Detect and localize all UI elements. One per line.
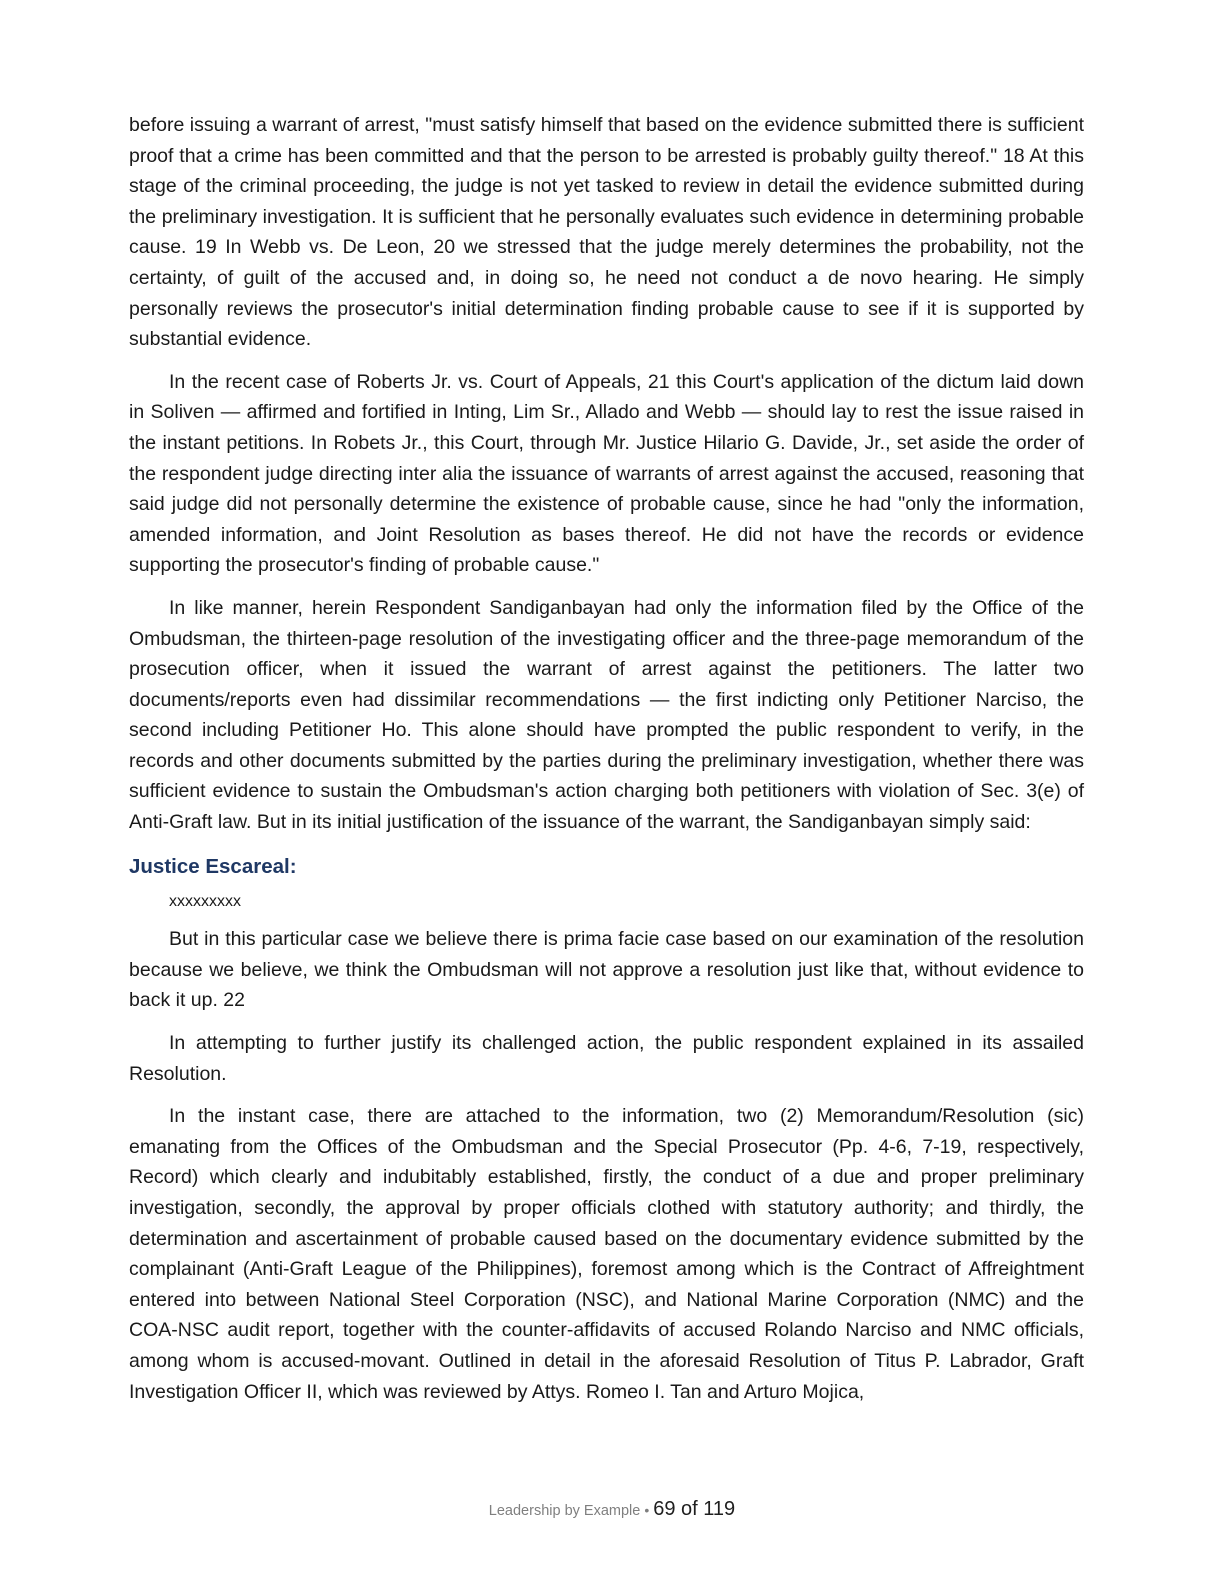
omission-marker: xxxxxxxxx [169, 893, 241, 911]
footer-bullet: • [644, 1502, 650, 1518]
paragraph-2: In the recent case of Roberts Jr. vs. Court of Appeals, 21 this Court's application of the dictum laid down in Soliven — affirmed and fortified in Inting, Lim Sr., Allado and Webb — should lay to rest the issue raised in the instant petitions. In Robets Jr., this Court, through Mr. Justice Hilario G. Davide, Jr., set aside the order of the respondent judge directing inter alia the issuance of warrants of arrest against the accused, reasoning that said judge did not personally determine the existence of probable cause, since he had "only the information, amended information, and Joint Resolution as bases thereof. He did not have the records or evidence supporting the prosecutor's finding of probable cause." [129, 370, 1084, 577]
page-footer [0, 1498, 1224, 1521]
paragraph-1: before issuing a warrant of arrest, "must satisfy himself that based on the evidence submitted there is sufficient proof that a crime has been committed and that the person to be arrested is probably guilty thereof." 18 At this stage of the criminal proceeding, the judge is not yet tasked to review in detail the evidence submitted during the preliminary investigation. It is sufficient that he personally evaluates such evidence in determining probable cause. 19 In Webb vs. De Leon, 20 we stressed that the judge merely determines the probability, not the certainty, of guilt of the accused and, in doing so, he need not conduct a de novo hearing. He simply personally reviews the prosecutor's initial determination finding probable cause to see if it is supported by substantial evidence. [129, 114, 1084, 351]
paragraph-3: In like manner, herein Respondent Sandiganbayan had only the information filed by the Office of the Ombudsman, the thirteen-page resolution of the investigating officer and the three-page memorandum of the prosecution officer, when it issued the warrant of arrest against the petitioners. The latter two documents/reports even had dissimilar recommendations — the first indicting only Petitioner Narciso, the second including Petitioner Ho. This alone should have prompted the public respondent to verify, in the records and other documents submitted by the parties during the preliminary investigation, whether there was sufficient evidence to sustain the Ombudsman's action charging both petitioners with violation of Sec. 3(e) of Anti-Graft law. But in its initial justification of the issuance of the warrant, the Sandiganbayan simply said: [129, 596, 1084, 834]
footer-page-number: 69 of 119 [653, 1498, 736, 1520]
paragraph-4: But in this particular case we believe there is prima facie case based on our examination of the resolution because we believe, we think the Ombudsman will not approve a resolution just like that, without evidence to back it up. 22 [129, 928, 1084, 1012]
paragraph-5: In attempting to further justify its challenged action, the public respondent explained in its assailed Resolution. [129, 1032, 1084, 1085]
document-body [129, 110, 1084, 1419]
footer-book-title: Leadership by Example [488, 1503, 641, 1519]
section-heading: Justice Escareal: [129, 854, 297, 878]
paragraph-6: In the instant case, there are attached to the information, two (2) Memorandum/Resolution (sic) emanating from the Offices of the Ombudsman and the Special Prosecutor (Pp. 4-6, 7-19, respectively, Record) which clearly and indubitably established, firstly, the conduct of a due and proper preliminary investigation, secondly, the approval by proper officials clothed with statutory authority; and thirdly, the determination and ascertainment of probable caused based on the documentary evidence submitted by the complainant (Anti-Graft League of the Philippines), foremost among which is the Contract of Affreightment entered into between National Steel Corporation (NSC), and National Marine Corporation (NMC) and the COA-NSC audit report, together with the counter-affidavits of accused Rolando Narciso and NMC officials, among whom is accused-movant. Outlined in detail in the aforesaid Resolution of Titus P. Labrador, Graft Investigation Officer II, which was reviewed by Attys. Romeo I. Tan and Arturo Mojica, [129, 1105, 1084, 1403]
